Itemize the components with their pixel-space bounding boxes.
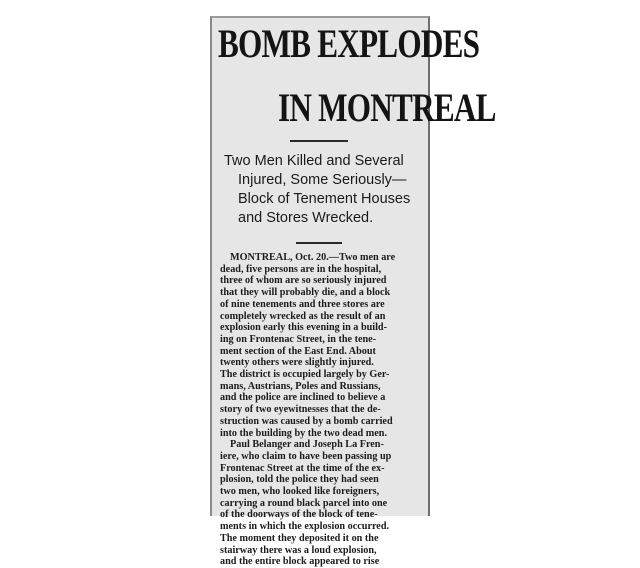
body-line: Frontenac Street at the time of the ex- <box>220 462 385 474</box>
body-line: struction was caused by a bomb carried <box>220 415 393 427</box>
body-line: iere, who claim to have been passing up <box>220 450 392 462</box>
headline-divider <box>290 140 348 142</box>
body-line: into the building by the two dead men. <box>220 427 387 439</box>
body-line: and the entire block appeared to rise <box>220 556 380 568</box>
body-line: twenty others were slightly injured. <box>220 357 374 369</box>
body-line: Paul Belanger and Joseph La Fren- <box>230 439 384 451</box>
headline-line-1: BOMB EXPLODES <box>218 21 480 66</box>
body-line: three of whom are so seriously injured <box>220 275 387 287</box>
body-line: plosion, told the police they had seen <box>220 474 379 486</box>
body-line: stairway there was a loud explosion, <box>220 544 377 556</box>
body-line: The district is occupied largely by Ger- <box>220 369 390 381</box>
body-line: of nine tenements and three stores are <box>220 298 385 310</box>
body-line: explosion early this evening in a build- <box>220 322 387 334</box>
deck-line: Two Men Killed and Several <box>224 153 404 169</box>
body-line: ment section of the East End. About <box>220 345 376 357</box>
body-line: dead, five persons are in the hospital, <box>220 263 382 275</box>
article-body <box>220 252 426 568</box>
headline-line-2: IN MONTREAL <box>278 85 496 130</box>
deck-line: Block of Tenement Houses <box>238 191 411 207</box>
body-line: ments in which the explosion occurred. <box>220 521 390 533</box>
body-line: carrying a round black parcel into one <box>220 497 388 509</box>
body-line: and the police are inclined to believe a <box>220 392 386 404</box>
body-line: The moment they deposited it on the <box>220 532 379 544</box>
body-line: story of two eyewitnesses that the de- <box>220 404 381 416</box>
body-line: two men, who looked like foreigners, <box>220 486 380 498</box>
deck-line: and Stores Wrecked. <box>238 210 374 226</box>
body-line: ing on Frontenac Street, in the tene- <box>220 333 377 345</box>
subheadline-deck <box>224 152 424 228</box>
deck-line: Injured, Some Seriously— <box>238 172 407 188</box>
body-line: that they will probably die, and a block <box>220 287 391 299</box>
body-line: completely wrecked as the result of an <box>220 310 386 322</box>
body-line: of the doorways of the block of tene- <box>220 509 378 521</box>
body-line: MONTREAL, Oct. 20.—Two men are <box>230 252 396 263</box>
body-line: mans, Austrians, Poles and Russians, <box>220 380 381 392</box>
deck-divider <box>296 242 342 244</box>
newspaper-clipping <box>210 16 496 568</box>
